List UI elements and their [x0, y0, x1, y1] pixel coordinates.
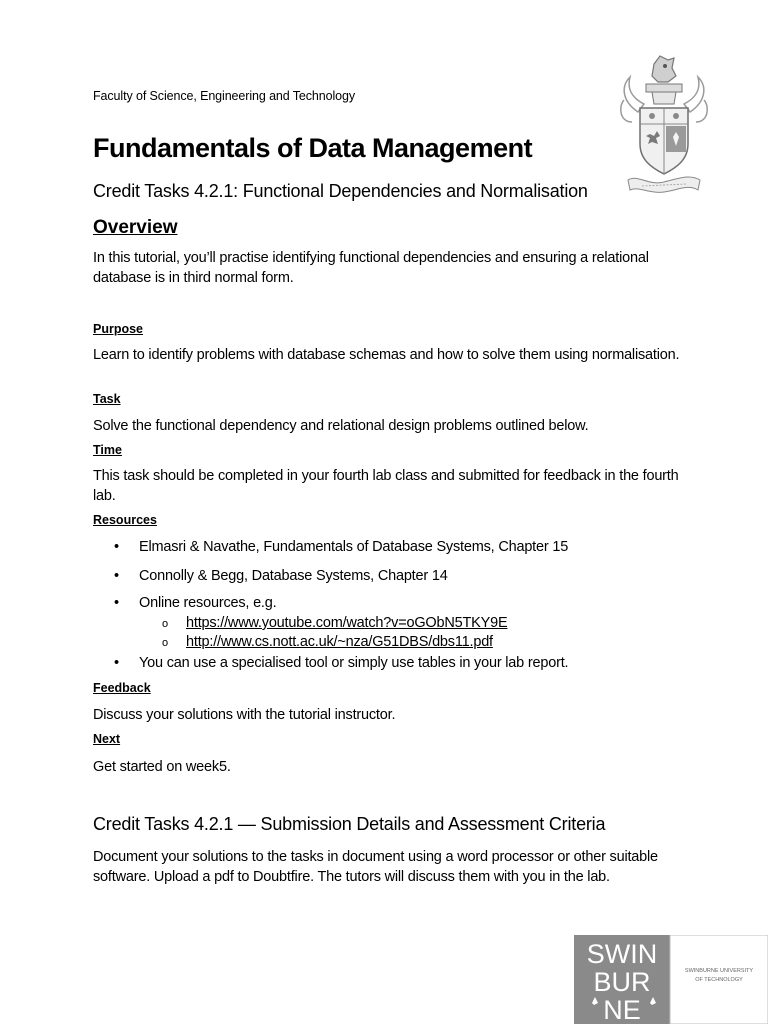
list-item: [114, 539, 568, 555]
youtube-link[interactable]: https://www.youtube.com/watch?v=oGObN5TKY9E: [186, 615, 508, 631]
bullet-icon: •: [114, 539, 119, 555]
task-text: Solve the functional dependency and relational design problems outlined below.: [93, 418, 589, 434]
circle-bullet-icon: o: [162, 618, 168, 630]
feedback-label: Feedback: [93, 681, 151, 695]
overview-text: In this tutorial, you’ll practise identifying functional dependencies and ensuring a relational database is in third normal form.: [93, 250, 649, 286]
list-item: [114, 595, 276, 611]
logo-line-1: SWIN: [586, 939, 658, 969]
list-item-text: Elmasri & Navathe, Fundamentals of Database Systems, Chapter 15: [139, 539, 569, 555]
sub-list-item: [162, 615, 507, 631]
time-label: Time: [93, 443, 122, 457]
next-label: Next: [93, 732, 121, 746]
bullet-icon: •: [114, 595, 119, 611]
time-text: This task should be completed in your fourth lab class and submitted for feedback in the fourth lab.: [93, 468, 679, 504]
purpose-label: Purpose: [93, 322, 144, 336]
page-title: Fundamentals of Data Management: [93, 133, 533, 163]
logo-line-2: BUR: [593, 967, 651, 997]
next-text: Get started on week5.: [93, 759, 231, 775]
list-item: [114, 655, 568, 671]
logo-tagline-1: SWINBURNE UNIVERSITY: [684, 968, 754, 974]
sub-list-item: [162, 634, 493, 650]
submission-text: Document your solutions to the tasks in document using a word processor or other suitable software. Upload a pdf to Doubtfire. The tutors will discuss them with you in the lab.: [93, 849, 658, 885]
feedback-text: Discuss your solutions with the tutorial instructor.: [93, 707, 396, 723]
bullet-icon: •: [114, 568, 119, 584]
bullet-icon: •: [114, 655, 119, 671]
logo-line-3: NE: [603, 995, 641, 1024]
page-subtitle: Credit Tasks 4.2.1: Functional Dependencies and Normalisation: [93, 181, 588, 201]
resources-label: Resources: [93, 513, 157, 527]
list-item-text: Connolly & Begg, Database Systems, Chapter 14: [139, 568, 448, 584]
swinburne-logo: [574, 935, 768, 1024]
faculty-name: Faculty of Science, Engineering and Technology: [93, 89, 356, 103]
list-item-text: Online resources, e.g.: [139, 595, 277, 611]
university-crest-icon: [618, 52, 710, 222]
logo-tagline-2: OF TECHNOLOGY: [695, 977, 743, 983]
overview-heading: Overview: [93, 217, 178, 238]
list-item-text: You can use a specialised tool or simply use tables in your lab report.: [139, 655, 569, 671]
submission-heading: Credit Tasks 4.2.1 — Submission Details and Assessment Criteria: [93, 814, 606, 834]
circle-bullet-icon: o: [162, 637, 168, 649]
list-item: [114, 568, 448, 584]
purpose-text: Learn to identify problems with database schemas and how to solve them using normalisation.: [93, 347, 680, 363]
task-label: Task: [93, 392, 121, 406]
nottingham-link[interactable]: http://www.cs.nott.ac.uk/~nza/G51DBS/dbs11.pdf: [186, 634, 493, 650]
